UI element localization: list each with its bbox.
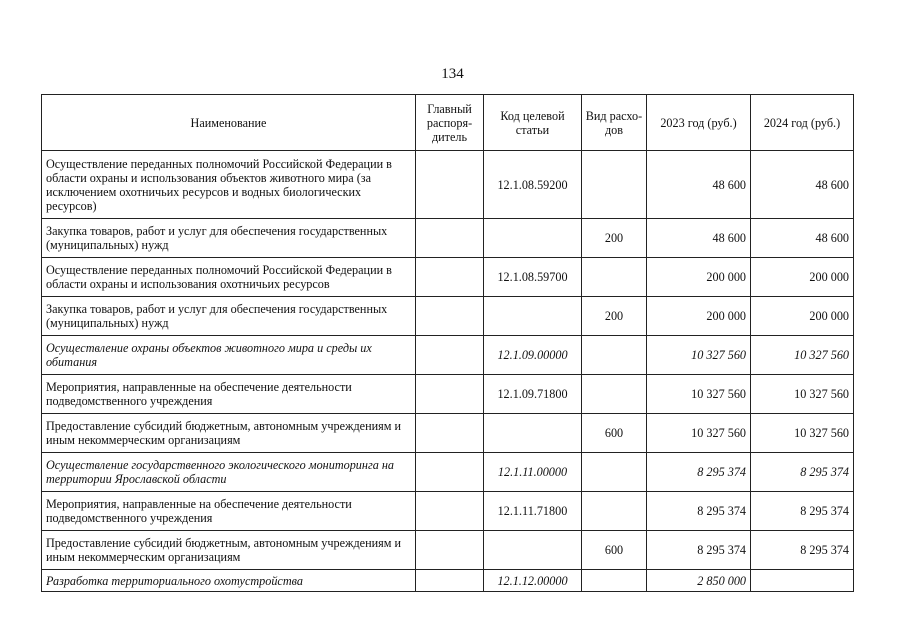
table-row: [42, 453, 854, 492]
budget-table: [41, 94, 854, 592]
row-2023: 200 000: [647, 297, 751, 336]
row-2023: 8 295 374: [647, 453, 751, 492]
row-2024: 48 600: [751, 151, 854, 219]
row-2023: 10 327 560: [647, 414, 751, 453]
table-row: [42, 492, 854, 531]
row-vid: [582, 375, 647, 414]
row-glavny: [416, 570, 484, 592]
row-name: Осуществление охраны объектов животного мира и среды их обитания: [42, 336, 416, 375]
table-row: [42, 414, 854, 453]
row-2024: 48 600: [751, 219, 854, 258]
table-row: [42, 531, 854, 570]
row-vid: [582, 492, 647, 531]
row-2023: 48 600: [647, 219, 751, 258]
row-kod: [484, 414, 582, 453]
row-2024: 8 295 374: [751, 531, 854, 570]
row-vid: [582, 151, 647, 219]
header-vid: Вид расхо-дов: [582, 95, 647, 151]
table-header-row: [42, 95, 854, 151]
row-kod: 12.1.09.00000: [484, 336, 582, 375]
row-glavny: [416, 219, 484, 258]
row-2023: 48 600: [647, 151, 751, 219]
row-vid: 200: [582, 297, 647, 336]
row-name: Мероприятия, направленные на обеспечение деятельности подведомственного учреждения: [42, 375, 416, 414]
row-2023: 8 295 374: [647, 531, 751, 570]
row-kod: 12.1.08.59200: [484, 151, 582, 219]
row-vid: 600: [582, 531, 647, 570]
row-kod: 12.1.11.00000: [484, 453, 582, 492]
row-2024: 8 295 374: [751, 492, 854, 531]
row-vid: [582, 570, 647, 592]
row-glavny: [416, 453, 484, 492]
row-kod: 12.1.11.71800: [484, 492, 582, 531]
row-glavny: [416, 297, 484, 336]
row-glavny: [416, 258, 484, 297]
row-name: Осуществление переданных полномочий Российской Федерации в области охраны и использования объектов животного мира (за исключением охотничьих ресурсов и водных биологических ресурсов): [42, 151, 416, 219]
row-2024: 200 000: [751, 297, 854, 336]
row-2024: 8 295 374: [751, 453, 854, 492]
table-row: [42, 151, 854, 219]
row-2024: 200 000: [751, 258, 854, 297]
header-kod: Код целевой статьи: [484, 95, 582, 151]
table-row: [42, 219, 854, 258]
header-2023: 2023 год (руб.): [647, 95, 751, 151]
header-glavny: Главный распоря-дитель: [416, 95, 484, 151]
row-vid: [582, 258, 647, 297]
row-2023: 10 327 560: [647, 336, 751, 375]
row-glavny: [416, 336, 484, 375]
row-2024: [751, 570, 854, 592]
row-kod: [484, 531, 582, 570]
row-2024: 10 327 560: [751, 375, 854, 414]
row-kod: 12.1.12.00000: [484, 570, 582, 592]
row-kod: 12.1.09.71800: [484, 375, 582, 414]
row-vid: 600: [582, 414, 647, 453]
row-glavny: [416, 375, 484, 414]
table-row: [42, 297, 854, 336]
row-name: Предоставление субсидий бюджетным, автономным учреждениям и иным некоммерческим организациям: [42, 531, 416, 570]
row-vid: 200: [582, 219, 647, 258]
row-name: Осуществление государственного экологического мониторинга на территории Ярославской области: [42, 453, 416, 492]
table-row: [42, 336, 854, 375]
row-vid: [582, 336, 647, 375]
row-kod: [484, 297, 582, 336]
header-name: Наименование: [42, 95, 416, 151]
row-name: Закупка товаров, работ и услуг для обеспечения государственных (муниципальных) нужд: [42, 297, 416, 336]
row-2024: 10 327 560: [751, 414, 854, 453]
row-glavny: [416, 151, 484, 219]
row-2024: 10 327 560: [751, 336, 854, 375]
row-2023: 2 850 000: [647, 570, 751, 592]
row-name: Предоставление субсидий бюджетным, автономным учреждениям и иным некоммерческим организациям: [42, 414, 416, 453]
header-2024: 2024 год (руб.): [751, 95, 854, 151]
row-glavny: [416, 531, 484, 570]
row-name: Разработка территориального охотустройства: [42, 570, 416, 592]
table-row: [42, 375, 854, 414]
row-name: Мероприятия, направленные на обеспечение деятельности подведомственного учреждения: [42, 492, 416, 531]
table-body: [42, 151, 854, 592]
page-number: 134: [441, 66, 464, 82]
row-kod: [484, 219, 582, 258]
row-kod: 12.1.08.59700: [484, 258, 582, 297]
row-glavny: [416, 492, 484, 531]
row-2023: 10 327 560: [647, 375, 751, 414]
table-row: [42, 570, 854, 592]
row-2023: 8 295 374: [647, 492, 751, 531]
row-2023: 200 000: [647, 258, 751, 297]
row-glavny: [416, 414, 484, 453]
row-name: Осуществление переданных полномочий Российской Федерации в области охраны и использования охотничьих ресурсов: [42, 258, 416, 297]
row-vid: [582, 453, 647, 492]
table-row: [42, 258, 854, 297]
row-name: Закупка товаров, работ и услуг для обеспечения государственных (муниципальных) нужд: [42, 219, 416, 258]
